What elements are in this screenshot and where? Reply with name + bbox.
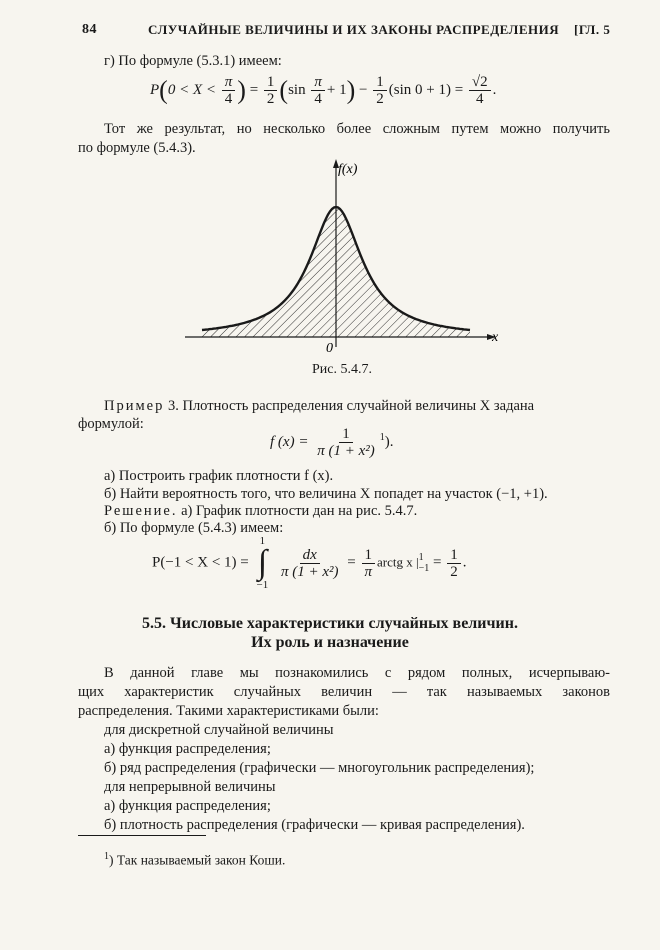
list-continuous-b: б) плотность распределения (графически — кривая распределения). bbox=[104, 817, 525, 833]
frac-num: 1 bbox=[362, 547, 376, 564]
minus-sign: − bbox=[359, 81, 368, 98]
list-continuous-a: а) функция распределения; bbox=[104, 798, 271, 814]
formula-g-inner: 0 < X < bbox=[167, 81, 217, 98]
frac-num: 1 bbox=[339, 426, 353, 443]
footnote-mark: 1 bbox=[104, 851, 109, 862]
body-p1-line-2: щих характеристик случайных величин — так называемых законов bbox=[78, 684, 610, 700]
plus-one: + 1 bbox=[326, 81, 347, 98]
footnote-text: ) Так называемый закон Коши. bbox=[109, 852, 286, 868]
formula-g-lhs: P bbox=[150, 81, 160, 98]
frac-num: 1 bbox=[264, 74, 278, 91]
page-number: 84 bbox=[82, 22, 97, 37]
footnote-rule bbox=[78, 835, 206, 836]
frac-num: √2 bbox=[469, 74, 491, 91]
integrand-fraction bbox=[278, 547, 342, 580]
part-g-intro: г) По формуле (5.3.1) имеем: bbox=[104, 53, 282, 69]
one-over-pi bbox=[362, 547, 376, 580]
sin-a: sin bbox=[288, 81, 306, 98]
eval-limits bbox=[419, 552, 430, 574]
list-discrete: для дискретной случайной величины bbox=[104, 722, 334, 738]
formula-part-g bbox=[150, 74, 496, 107]
frac-den: π bbox=[364, 563, 373, 580]
task-a: а) Построить график плотности f (x). bbox=[104, 468, 334, 484]
figure-caption: Рис. 5.4.7. bbox=[312, 362, 372, 377]
example-text: Плотность распределения случайной величины X задана bbox=[182, 398, 535, 414]
formula-g-dot: . bbox=[492, 81, 497, 98]
arctg: arctg x | bbox=[377, 554, 419, 570]
example3-line-2: формулой: bbox=[78, 416, 144, 432]
solution-text: а) График плотности дан на рис. 5.4.7. bbox=[181, 503, 418, 519]
formula-end: ). bbox=[384, 433, 394, 450]
paren-close: ) bbox=[237, 75, 246, 105]
frac-den: π (1 + x²) bbox=[317, 443, 375, 459]
section-title-line-2: Их роль и назначение bbox=[251, 634, 409, 651]
paren-open: ( bbox=[159, 75, 168, 105]
integral-glyph: ∫ bbox=[257, 544, 268, 581]
cauchy-fraction bbox=[314, 426, 378, 459]
solution-b: б) По формуле (5.4.3) имеем: bbox=[104, 520, 284, 536]
example3-line-1 bbox=[104, 397, 610, 416]
remark-line-2: по формуле (5.4.3). bbox=[78, 140, 196, 156]
eval-lower: −1 bbox=[418, 563, 430, 574]
lower-limit: −1 bbox=[256, 579, 269, 591]
integral-dot: . bbox=[462, 554, 467, 571]
footnote-ref: 1 bbox=[379, 431, 385, 443]
frac-den: 2 bbox=[376, 91, 384, 107]
list-discrete-b: б) ряд распределения (графически — многоугольник распределения); bbox=[104, 760, 535, 776]
frac-sqrt2-4 bbox=[469, 74, 491, 107]
frac-den: π (1 + x²) bbox=[280, 563, 339, 580]
cauchy-density-formula bbox=[270, 426, 393, 459]
frac-num: 1 bbox=[373, 74, 387, 91]
paren-close-2: ) bbox=[346, 75, 356, 105]
frac-den: 2 bbox=[450, 563, 458, 580]
frac-den: 4 bbox=[314, 91, 322, 107]
upper-limit: 1 bbox=[259, 535, 266, 547]
origin-label: 0 bbox=[326, 341, 333, 355]
one-half bbox=[447, 547, 461, 580]
solution-label: Решение. bbox=[104, 503, 178, 519]
list-discrete-a: а) функция распределения; bbox=[104, 741, 271, 757]
y-axis-label: f(x) bbox=[338, 162, 358, 177]
frac-num: π bbox=[222, 74, 236, 91]
frac-pi-4 bbox=[222, 74, 236, 107]
chapter-marker: [ГЛ. 5 bbox=[574, 22, 611, 37]
density-figure bbox=[180, 155, 510, 355]
example-label: Пример bbox=[104, 398, 165, 414]
example-number: 3. bbox=[167, 398, 179, 414]
list-continuous: для непрерывной величины bbox=[104, 779, 276, 795]
frac-1-2-b bbox=[373, 74, 387, 107]
frac-num: dx bbox=[300, 547, 320, 564]
paren-open-2: ( bbox=[279, 75, 289, 105]
frac-den: 4 bbox=[224, 91, 233, 107]
body-p1-line-1: В данной главе мы познакомились с рядом полных, исчерпываю- bbox=[104, 665, 610, 681]
frac-den: 2 bbox=[266, 91, 275, 107]
sin-b: (sin 0 + 1) = bbox=[388, 81, 464, 98]
section-title-line-1: 5.5. Числовые характеристики случайных величин. bbox=[142, 615, 518, 632]
frac-num: π bbox=[311, 74, 325, 91]
remark-line-1: Тот же результат, но несколько более сложным путем можно получить bbox=[104, 121, 610, 137]
integral-sign bbox=[257, 535, 269, 591]
body-p1-line-3: распределения. Такими характеристиками были: bbox=[78, 703, 379, 719]
frac-pi-4-b bbox=[311, 74, 325, 107]
integral-formula bbox=[152, 535, 466, 591]
x-axis-label: x bbox=[492, 330, 499, 345]
running-title: СЛУЧАЙНЫЕ ВЕЛИЧИНЫ И ИХ ЗАКОНЫ РАСПРЕДЕЛЕНИЯ bbox=[148, 22, 560, 37]
eq-sign: = bbox=[347, 554, 356, 571]
integral-lhs: P(−1 < X < 1) = bbox=[152, 554, 249, 571]
eval-upper: 1 bbox=[418, 552, 424, 563]
task-b: б) Найти вероятность того, что величина X попадет на участок (−1, +1). bbox=[104, 486, 548, 502]
frac-1-2-a bbox=[264, 74, 278, 107]
frac-num: 1 bbox=[447, 547, 461, 564]
eq-sign-2: = bbox=[433, 554, 442, 571]
formula-lhs: f (x) = bbox=[270, 433, 309, 450]
formula-g-eq: = bbox=[249, 81, 259, 98]
footnote bbox=[104, 847, 285, 870]
frac-den: 4 bbox=[476, 91, 484, 107]
